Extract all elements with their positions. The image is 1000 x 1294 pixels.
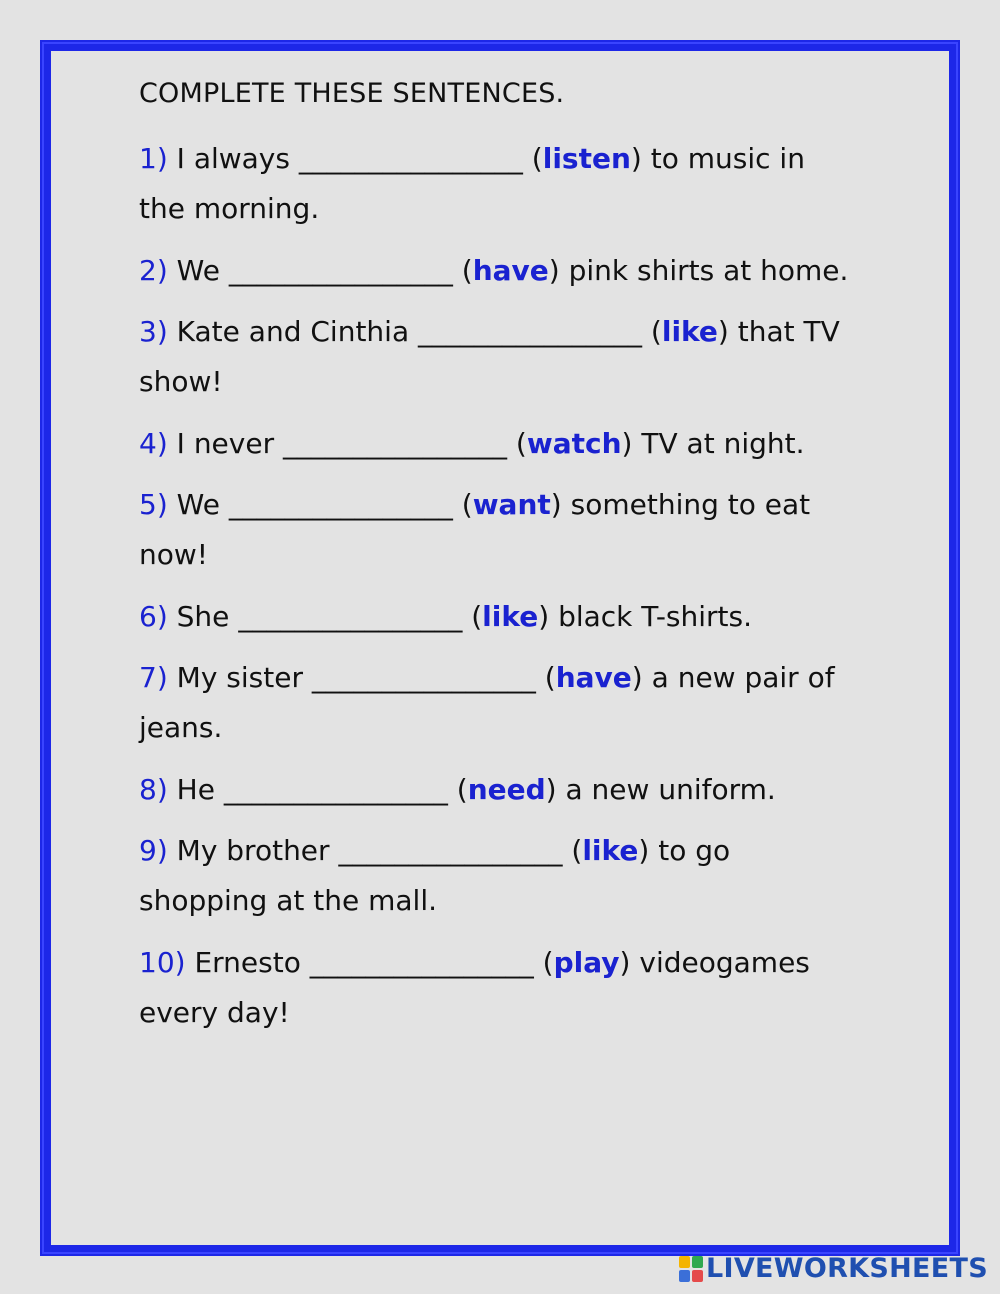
sentence-7: 7) My sister ________________ (have) a new pair of jeans. (139, 661, 835, 744)
verb-hint: need (467, 772, 546, 806)
verb-hint: want (472, 488, 551, 521)
worksheet-content (139, 72, 859, 1049)
sentence-start: I never (176, 426, 275, 460)
sentence-end: that TV show! (139, 315, 840, 398)
sentence-number: 8) (139, 772, 168, 806)
sentence-start: Kate and Cinthia (176, 315, 410, 348)
sentence-end: something to eat now! (139, 488, 811, 571)
liveworksheets-footer[interactable] (679, 1253, 988, 1284)
answer-blank[interactable]: ________________ (338, 834, 563, 867)
sentence-end: videogames every day! (139, 945, 810, 1029)
sentence-2: 2) We ________________ (have) pink shirts at home. (139, 253, 849, 287)
sentence-3: 3) Kate and Cinthia ________________ (like) that TV show! (139, 315, 840, 398)
verb-hint: like (582, 834, 639, 867)
sentence-number: 2) (139, 253, 168, 287)
answer-blank[interactable]: ________________ (311, 661, 536, 694)
sentence-number: 7) (139, 661, 168, 694)
sentence-start: I always (176, 142, 290, 175)
sentence-number: 1) (139, 142, 168, 175)
worksheet-title: COMPLETE THESE SENTENCES. (139, 78, 565, 109)
verb-hint: have (472, 253, 549, 287)
sentence-start: Ernesto (194, 945, 301, 979)
answer-blank[interactable]: ________________ (418, 315, 643, 348)
sentence-end: to music in the morning. (139, 142, 805, 225)
answer-blank[interactable]: ________________ (283, 426, 508, 460)
sentence-8: 8) He ________________ (need) a new uniform. (139, 772, 776, 806)
sentence-start: My sister (176, 661, 303, 694)
sentence-4: 4) I never ________________ (watch) TV at night. (139, 426, 805, 460)
sentence-end: black T-shirts. (558, 599, 753, 633)
sentence-end: a new uniform. (565, 772, 776, 806)
sentence-number: 9) (139, 834, 168, 867)
sentence-6: 6) She ________________ (like) black T-shirts. (139, 599, 753, 633)
brand-name: LIVEWORKSHEETS (705, 1253, 988, 1284)
sentence-10: 10) Ernesto ________________ (play) videogames every day! (139, 945, 810, 1029)
verb-hint: like (661, 315, 718, 348)
sentence-start: We (176, 488, 220, 521)
sentence-start: My brother (176, 834, 330, 867)
sentence-end: TV at night. (641, 426, 805, 460)
sentence-start: She (176, 599, 230, 633)
sentence-5: 5) We ________________ (want) something to eat now! (139, 488, 811, 571)
sentence-end: to go shopping at the mall. (139, 834, 731, 917)
sentence-number: 10) (139, 945, 186, 979)
liveworksheets-logo-icon (679, 1256, 703, 1282)
answer-blank[interactable]: ________________ (238, 599, 463, 633)
verb-hint: watch (526, 426, 622, 460)
sentence-9: 9) My brother ________________ (like) to go shopping at the mall. (139, 834, 731, 917)
answer-blank[interactable]: ________________ (298, 142, 523, 175)
answer-blank[interactable]: ________________ (228, 488, 453, 521)
sentence-number: 5) (139, 488, 168, 521)
sentence-1: 1) I always ________________ (listen) to music in the morning. (139, 142, 805, 225)
answer-blank[interactable]: ________________ (309, 945, 534, 979)
verb-hint: have (555, 661, 632, 694)
verb-hint: like (482, 599, 539, 633)
sentence-end: pink shirts at home. (568, 253, 849, 287)
answer-blank[interactable]: ________________ (228, 253, 453, 287)
sentence-number: 3) (139, 315, 168, 348)
sentence-number: 6) (139, 599, 168, 633)
sentence-start: We (176, 253, 220, 287)
sentence-start: He (176, 772, 215, 806)
verb-hint: listen (542, 142, 631, 175)
sentence-number: 4) (139, 426, 168, 460)
sentence-end: a new pair of jeans. (139, 661, 835, 744)
verb-hint: play (553, 945, 620, 979)
answer-blank[interactable]: ________________ (223, 772, 448, 806)
